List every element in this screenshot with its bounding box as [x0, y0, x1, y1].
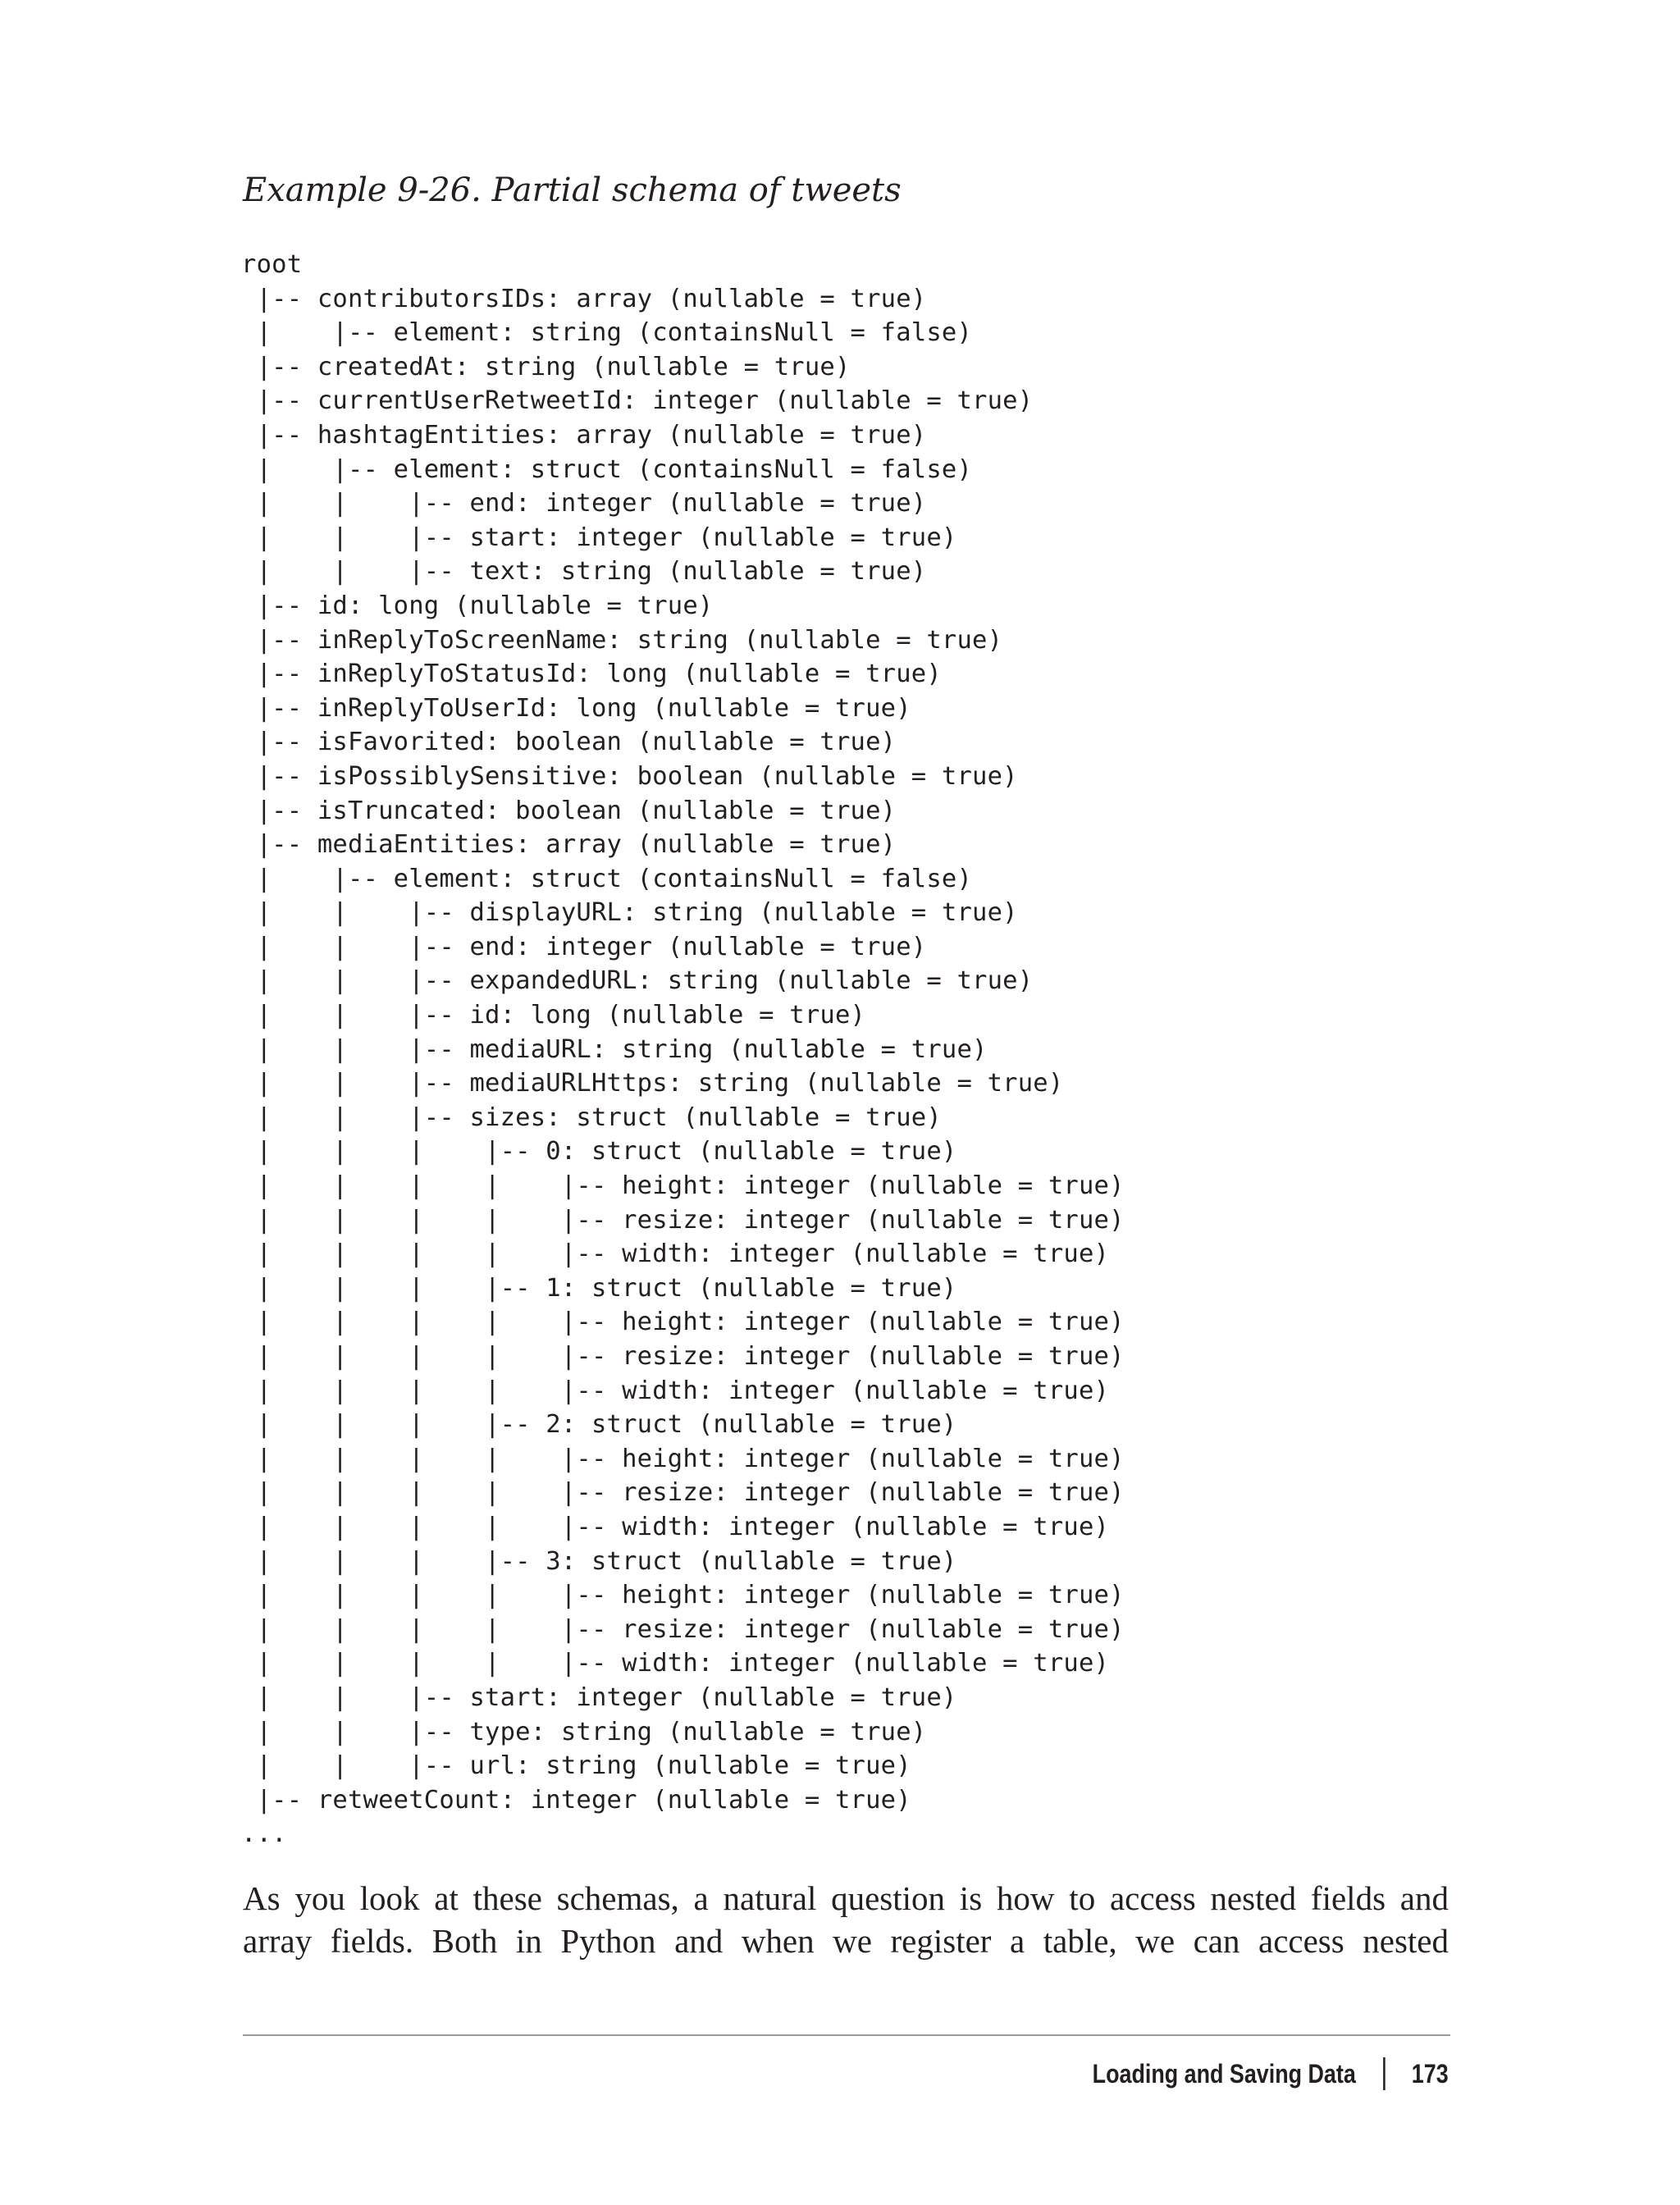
code-line: |-- contributorsIDs: array (nullable = true) — [241, 284, 927, 313]
code-line: | | | | |-- resize: integer (nullable = true) — [241, 1342, 1125, 1371]
code-line: |-- inReplyToUserId: long (nullable = true) — [241, 693, 911, 723]
code-line: | | |-- mediaURLHttps: string (nullable = true) — [241, 1069, 1064, 1098]
code-line: | | | | |-- height: integer (nullable = true) — [241, 1581, 1125, 1610]
code-line: | | |-- end: integer (nullable = true) — [241, 489, 927, 518]
code-line: |-- isTruncated: boolean (nullable = true) — [241, 796, 897, 825]
body-paragraph — [243, 1877, 1449, 1962]
code-line: ... — [241, 1819, 287, 1849]
code-line: |-- hashtagEntities: array (nullable = true) — [241, 420, 927, 450]
code-line: |-- id: long (nullable = true) — [241, 591, 714, 620]
code-line: | | | | |-- width: integer (nullable = true) — [241, 1239, 1110, 1269]
code-line: |-- currentUserRetweetId: integer (nullable = true) — [241, 386, 1034, 416]
code-line: | | |-- url: string (nullable = true) — [241, 1751, 911, 1781]
code-line: | | | | |-- width: integer (nullable = true) — [241, 1649, 1110, 1678]
paragraph-line: array fields. Both in Python and when we register a table, we can access nested — [243, 1922, 1449, 1960]
code-line: | | |-- id: long (nullable = true) — [241, 1001, 866, 1030]
code-line: | |-- element: struct (containsNull = false) — [241, 454, 973, 484]
footer-separator — [1384, 2057, 1386, 2090]
page-number: 173 — [1412, 2059, 1449, 2089]
code-line: | | | |-- 2: struct (nullable = true) — [241, 1410, 957, 1440]
example-caption: Example 9-26. Partial schema of tweets — [243, 171, 902, 209]
code-line: | | | | |-- height: integer (nullable = true) — [241, 1171, 1125, 1201]
code-line: | | |-- text: string (nullable = true) — [241, 557, 927, 587]
code-line: | | | |-- 0: struct (nullable = true) — [241, 1137, 957, 1166]
code-line: | |-- element: struct (containsNull = false) — [241, 864, 973, 893]
code-line: | | |-- start: integer (nullable = true) — [241, 1682, 957, 1712]
code-line: | | |-- start: integer (nullable = true) — [241, 523, 957, 552]
schema-code-block — [241, 248, 1125, 1851]
code-line: |-- isFavorited: boolean (nullable = true) — [241, 728, 897, 757]
code-line: | | |-- end: integer (nullable = true) — [241, 932, 927, 961]
footer-section-title: Loading and Saving Data — [1093, 2059, 1357, 2089]
paragraph-line: As you look at these schemas, a natural question is how to access nested fields and — [243, 1879, 1449, 1917]
footer-divider — [243, 2034, 1450, 2036]
code-line: | | | |-- 3: struct (nullable = true) — [241, 1546, 957, 1576]
code-line: |-- retweetCount: integer (nullable = true) — [241, 1785, 911, 1815]
page-footer — [1093, 2057, 1449, 2090]
code-line: | | | | |-- width: integer (nullable = true) — [241, 1512, 1110, 1541]
code-line: |-- mediaEntities: array (nullable = true) — [241, 830, 897, 860]
code-line: | | |-- displayURL: string (nullable = true) — [241, 898, 1018, 928]
code-line: |-- createdAt: string (nullable = true) — [241, 352, 851, 381]
code-line: | | | | |-- resize: integer (nullable = true) — [241, 1205, 1125, 1235]
code-line: root — [241, 250, 303, 279]
code-line: | | |-- mediaURL: string (nullable = true) — [241, 1034, 988, 1064]
code-line: |-- inReplyToScreenName: string (nullable = true) — [241, 625, 1003, 655]
code-line: | | |-- sizes: struct (nullable = true) — [241, 1102, 942, 1132]
code-line: |-- isPossiblySensitive: boolean (nullable = true) — [241, 761, 1018, 791]
code-line: | | | | |-- resize: integer (nullable = true) — [241, 1478, 1125, 1508]
code-line: | | | | |-- resize: integer (nullable = true) — [241, 1614, 1125, 1644]
code-line: | | |-- expandedURL: string (nullable = true) — [241, 966, 1034, 996]
code-line: | | |-- type: string (nullable = true) — [241, 1717, 927, 1746]
code-line: | |-- element: string (containsNull = false) — [241, 318, 973, 348]
code-line: | | | | |-- height: integer (nullable = true) — [241, 1444, 1125, 1473]
code-line: |-- inReplyToStatusId: long (nullable = true) — [241, 660, 942, 689]
code-line: | | | | |-- width: integer (nullable = true) — [241, 1376, 1110, 1405]
code-line: | | | |-- 1: struct (nullable = true) — [241, 1273, 957, 1303]
code-line: | | | | |-- height: integer (nullable = true) — [241, 1308, 1125, 1337]
